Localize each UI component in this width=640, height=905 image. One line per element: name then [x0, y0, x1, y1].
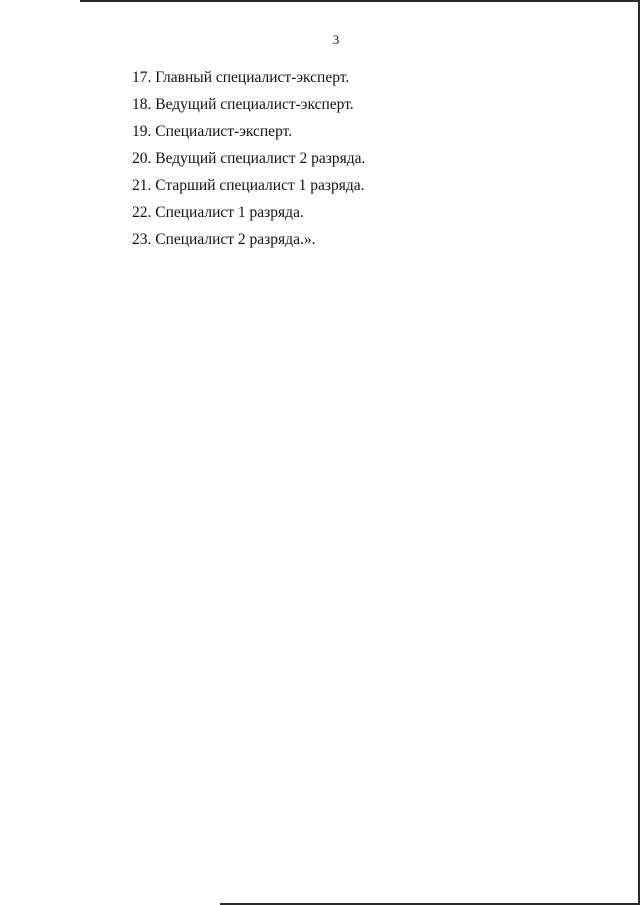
position-list [132, 64, 365, 253]
list-item: 19. Специалист-эксперт. [132, 123, 293, 140]
page-number: 3 [332, 32, 340, 47]
list-item: 22. Специалист 1 разряда. [132, 204, 304, 221]
list-item: 20. Ведущий специалист 2 разряда. [132, 150, 366, 167]
list-item: 21. Старший специалист 1 разряда. [132, 177, 365, 194]
list-item: 23. Специалист 2 разряда.». [132, 231, 316, 248]
list-item: 18. Ведущий специалист-эксперт. [132, 96, 354, 113]
scan-edge-top [80, 0, 640, 2]
list-item: 17. Главный специалист-эксперт. [132, 69, 350, 86]
